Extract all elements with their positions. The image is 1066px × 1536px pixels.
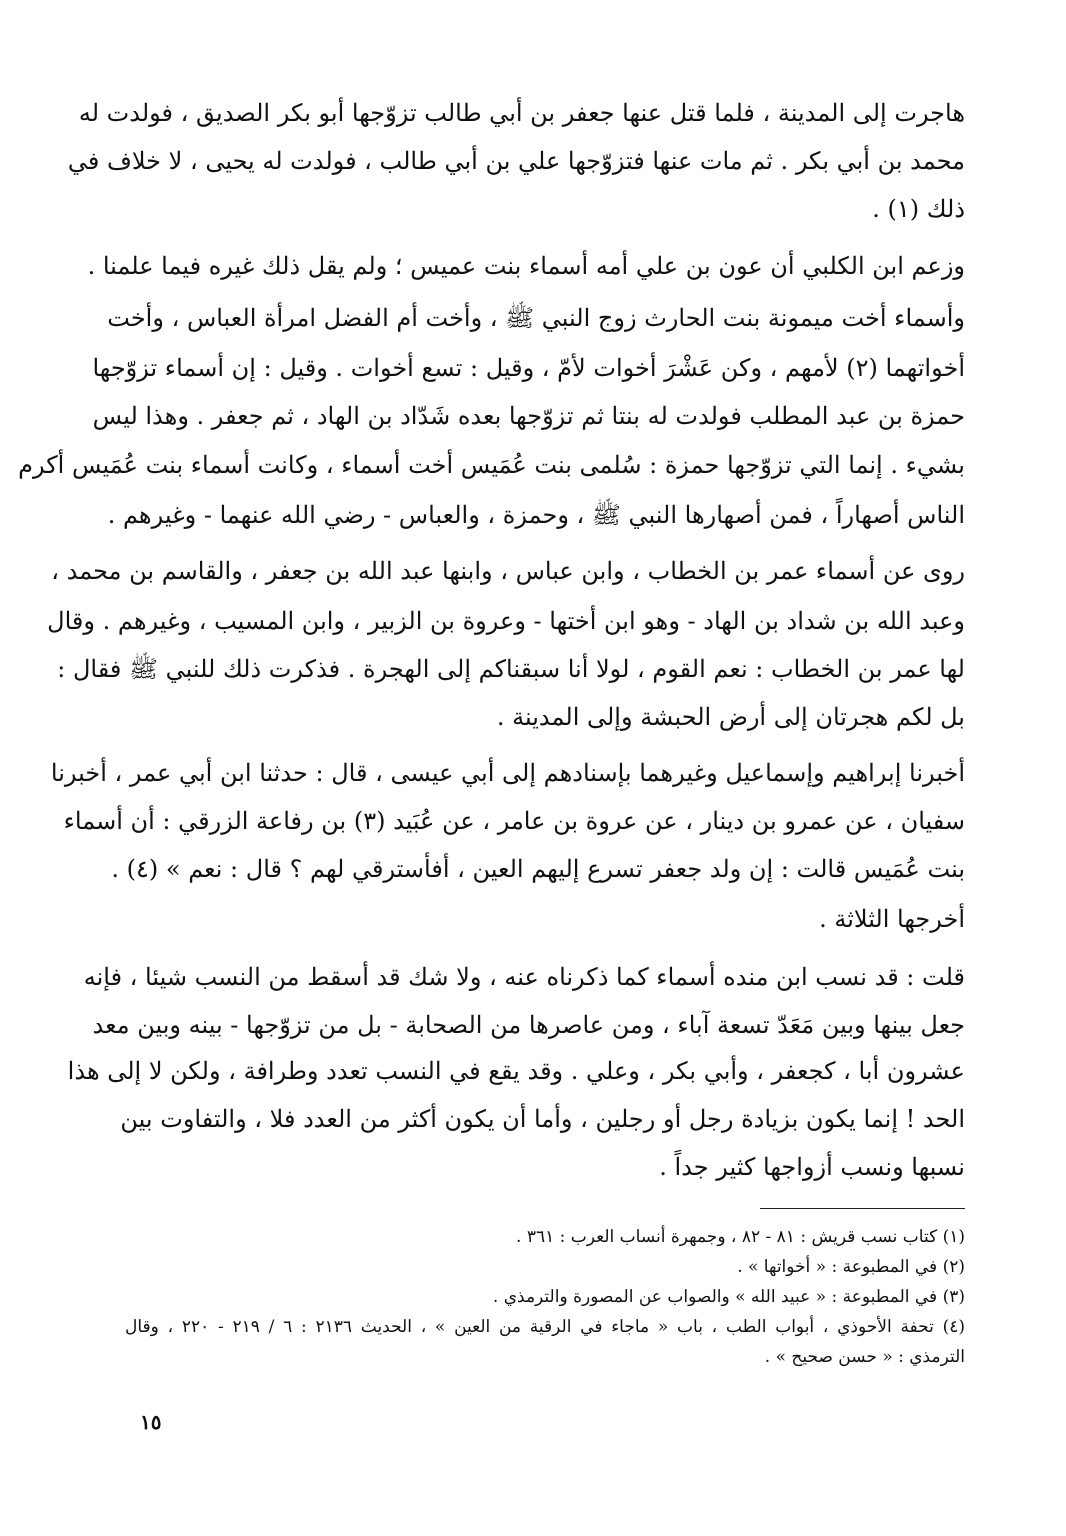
text-line: سفيان ، عن عمرو بن دينار ، عن عروة بن عامر ، عن عُبَيد (٣) بن رفاعة الزرقي : أن أسماء <box>63 807 965 835</box>
text-line: روى عن أسماء عمر بن الخطاب ، وابن عباس ، وابنها عبد الله بن جعفر ، والقاسم بن محمد ، <box>51 557 965 585</box>
text-line: وعبد الله بن شداد بن الهاد - وهو ابن أختها - وعروة بن الزبير ، وابن المسيب ، وغيرهم . وقال <box>47 607 965 635</box>
text-line: نسبها ونسب أزواجها كثير جداً . <box>659 1153 965 1181</box>
text-line: لها عمر بن الخطاب : نعم القوم ، لولا أنا سبقناكم إلى الهجرة . فذكرت ذلك للنبي ﷺ فقال : <box>57 655 965 683</box>
footnote-divider <box>760 1208 965 1209</box>
text-line: وأسماء أخت ميمونة بنت الحارث زوج النبي ﷺ ، وأخت أم الفضل امرأة العباس ، وأخت <box>107 304 965 332</box>
footnote: (٣) في المطبوعة : « عبيد الله » والصواب عن المصورة والترمذي . <box>492 1287 965 1307</box>
footnote: (١) كتاب نسب قريش : ٨١ - ٨٢ ، وجمهرة أنساب العرب : ٣٦١ . <box>516 1227 965 1247</box>
text-line: الناس أصهاراً ، فمن أصهارها النبي ﷺ ، وحمزة ، والعباس - رضي الله عنهما - وغيرهم . <box>107 501 965 529</box>
footnote: (٤) تحفة الأحوذي ، أبواب الطب ، باب « ماجاء في الرقية من العين » ، الحديث ٢١٣٦ : ٦ / ٢١٩ - ٢٢٠ ، وقال <box>125 1317 966 1337</box>
text-line: بشيء . إنما التي تزوّجها حمزة : سُلمى بنت عُمَيس أخت أسماء ، وكانت أسماء بنت عُمَيس أكرم <box>18 451 965 479</box>
text-line: محمد بن أبي بكر . ثم مات عنها فتزوّجها علي بن أبي طالب ، فولدت له يحيى ، لا خلاف في <box>67 147 965 175</box>
footnote: (٢) في المطبوعة : « أخواتها » . <box>737 1257 965 1277</box>
text-line: ذلك (١) . <box>872 195 965 223</box>
text-line: بل لكم هجرتان إلى أرض الحبشة وإلى المدينة . <box>496 703 965 731</box>
text-line: قلت : قد نسب ابن منده أسماء كما ذكرناه عنه ، ولا شك قد أسقط من النسب شيئا ، فإنه <box>83 963 965 991</box>
page-number: ١٥ <box>140 1410 162 1434</box>
text-line: الحد ! إنما يكون بزيادة رجل أو رجلين ، وأما أن يكون أكثر من العدد فلا ، والتفاوت بين <box>120 1105 965 1133</box>
text-line: وزعم ابن الكلبي أن عون بن علي أمه أسماء بنت عميس ؛ ولم يقل ذلك غيره فيما علمنا . <box>87 252 965 280</box>
text-line: أخرجها الثلاثة . <box>819 905 965 933</box>
text-line: حمزة بن عبد المطلب فولدت له بنتا ثم تزوّجها بعده شَدّاد بن الهاد ، ثم جعفر . وهذا ليس <box>92 402 965 430</box>
footnote-continuation: الترمذي : « حسن صحيح » . <box>764 1347 965 1367</box>
text-line: بنت عُمَيس قالت : إن ولد جعفر تسرع إليهم العين ، أفأسترقي لهم ؟ قال : نعم » (٤) . <box>111 855 965 883</box>
text-line: جعل بينها وبين مَعَدّ تسعة آباء ، ومن عاصرها من الصحابة - بل من تزوّجها - بينه وبين معد <box>92 1011 965 1039</box>
text-line: أخبرنا إبراهيم وإسماعيل وغيرهما بإسنادهم إلى أبي عيسى ، قال : حدثنا ابن أبي عمر ، أخبرنا <box>50 759 965 787</box>
text-line: أخواتهما (٢) لأمهم ، وكن عَشْرَ أخوات لأمّ ، وقيل : تسع أخوات . وقيل : إن أسماء تزوّجها <box>92 354 965 382</box>
text-line: عشرون أبا ، كجعفر ، وأبي بكر ، وعلي . وقد يقع في النسب تعدد وطرافة ، ولكن لا إلى هذا <box>67 1057 965 1085</box>
text-line: هاجرت إلى المدينة ، فلما قتل عنها جعفر بن أبي طالب تزوّجها أبو بكر الصديق ، فولدت له <box>78 99 965 127</box>
